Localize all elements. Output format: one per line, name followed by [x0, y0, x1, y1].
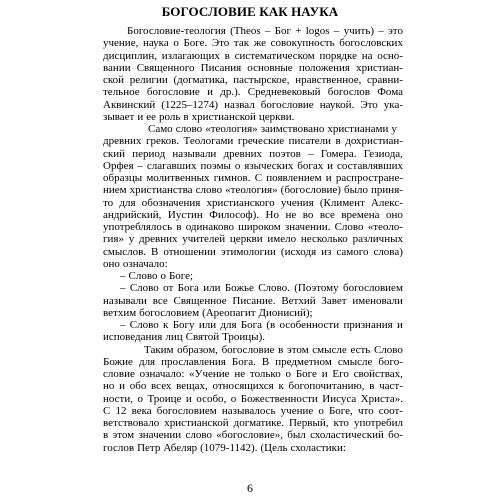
word: част-	[379, 380, 403, 393]
word: учить)	[343, 25, 375, 37]
word: (1079-1142).	[200, 441, 258, 454]
word: греческие	[237, 135, 285, 148]
text-line	[103, 99, 403, 111]
word: исповедания	[103, 331, 163, 344]
word: Слово	[334, 221, 364, 233]
word: христианами	[327, 123, 389, 135]
word: все	[152, 294, 168, 307]
text-line	[103, 123, 403, 135]
word: и	[137, 110, 144, 123]
word: учение	[280, 404, 314, 417]
word: (Ареопагит	[202, 306, 256, 319]
word: писатели	[288, 135, 332, 148]
word: слагавших	[146, 159, 197, 172]
word: из	[321, 245, 332, 258]
word: Само	[148, 123, 173, 135]
word: вании	[103, 61, 131, 74]
word: и	[325, 172, 332, 184]
word: одинаково	[185, 221, 235, 233]
word: кто	[333, 417, 349, 429]
word: Дионисий);	[258, 306, 313, 319]
word: о	[137, 392, 143, 405]
word: есть	[350, 343, 371, 356]
word: и	[396, 319, 403, 331]
word: обозначения	[141, 196, 201, 209]
word: Бог	[274, 25, 291, 37]
word: (1225–1274)	[161, 98, 219, 111]
word: зывает	[103, 110, 135, 123]
word: С	[103, 404, 111, 417]
word: Божие	[103, 355, 133, 368]
text-line	[103, 135, 403, 147]
word: бо-	[388, 429, 403, 442]
word: молитвенных	[146, 172, 210, 184]
word: слово	[195, 184, 223, 197]
word: для	[220, 319, 237, 331]
word: к	[278, 380, 284, 393]
word: др.).	[220, 86, 241, 99]
word: богословием	[156, 404, 217, 417]
word: так	[233, 37, 250, 50]
word: означало:	[139, 368, 185, 380]
word: (Цель	[260, 441, 288, 454]
word: и	[207, 86, 213, 99]
word: в	[224, 49, 230, 62]
word: смысле	[337, 355, 373, 368]
word: называлось	[221, 404, 276, 417]
word: соот-	[378, 404, 403, 417]
word: означало:	[122, 257, 168, 270]
word: именовали	[352, 294, 403, 307]
word: ности,	[103, 392, 133, 405]
word: гимнов.	[213, 172, 251, 184]
word: В	[261, 355, 270, 368]
word: в	[369, 380, 375, 393]
word: совокупность	[270, 37, 335, 50]
word: церкви.	[258, 110, 295, 123]
word: о	[318, 404, 324, 417]
word: времена	[341, 208, 380, 221]
text-line	[103, 74, 403, 86]
word: церкви	[229, 233, 263, 246]
word: Алекс-	[370, 196, 403, 209]
word: появлением	[266, 172, 322, 184]
word: догматике.	[233, 417, 284, 429]
word: значении.	[284, 221, 331, 233]
word: у	[128, 233, 135, 246]
word: Писания	[200, 61, 242, 74]
word: бого-	[378, 355, 403, 368]
text-line	[103, 331, 403, 343]
word: наукой.	[319, 98, 355, 111]
word: древних	[139, 233, 178, 246]
word: о	[160, 270, 166, 282]
word: употреблялось	[103, 221, 173, 233]
word: был	[287, 429, 306, 442]
text-line	[103, 221, 403, 233]
word: Аквинский	[103, 98, 156, 111]
word: в	[103, 429, 109, 442]
text-line	[103, 344, 403, 356]
word: –	[120, 270, 126, 282]
word: назвал	[224, 98, 255, 111]
word: ее	[146, 110, 157, 123]
word: смысле	[312, 343, 347, 356]
word: –	[264, 25, 271, 37]
word: Фома	[377, 86, 403, 99]
word: наука	[142, 37, 169, 50]
word: Троицы).	[222, 331, 265, 344]
word: христиан-	[356, 61, 403, 74]
word: не	[234, 368, 246, 380]
text-line	[103, 442, 403, 454]
word: заимствовано	[260, 123, 325, 135]
word: Но	[265, 208, 279, 221]
body-text	[103, 25, 403, 454]
word: греков.	[145, 135, 180, 148]
word: нравственное,	[295, 74, 362, 86]
word: нием	[103, 184, 127, 197]
word: В	[151, 245, 159, 258]
word: и	[119, 380, 125, 393]
word: logos	[305, 25, 330, 37]
word: (Климент	[319, 196, 365, 209]
word: схоластический	[310, 429, 384, 442]
word: гослов	[103, 441, 135, 454]
word: сравни-	[367, 74, 403, 86]
word: роль	[159, 110, 181, 123]
word: отношении	[163, 245, 216, 258]
word: Боге;	[168, 270, 194, 282]
word: свойствах,	[353, 368, 403, 380]
word: ука-	[383, 98, 403, 111]
word: 12	[115, 404, 127, 417]
word: пастырское,	[233, 74, 290, 86]
word: этом	[112, 429, 135, 442]
text-line	[103, 307, 403, 319]
word: оно	[386, 208, 403, 221]
word: (в	[266, 319, 276, 331]
word: или	[203, 282, 221, 295]
word: же	[253, 37, 267, 50]
word: оно	[103, 257, 120, 270]
word: Слово	[128, 270, 158, 282]
word: христианской	[191, 110, 256, 123]
word: учения	[280, 196, 314, 209]
word: образцы	[103, 172, 143, 184]
word: Бога.	[231, 355, 256, 368]
word: было	[344, 184, 368, 197]
word: для	[138, 355, 156, 368]
word: этимологии	[220, 245, 276, 258]
word: (исходя	[280, 245, 317, 258]
word: обо	[129, 380, 147, 393]
text-line	[103, 111, 403, 123]
word: слова)	[373, 245, 403, 258]
word: Писание.	[232, 294, 276, 307]
word: ветхим	[103, 306, 137, 319]
text-line	[103, 184, 403, 196]
word: в	[183, 110, 189, 123]
word: Священное	[173, 294, 227, 307]
word: о	[234, 159, 241, 172]
word: религии	[129, 74, 168, 86]
word: богословие	[221, 343, 275, 356]
word: в	[278, 343, 284, 356]
word: о	[173, 37, 179, 50]
word: –	[120, 319, 126, 331]
word: Орфея	[103, 159, 134, 172]
word: особо,	[196, 392, 227, 405]
word: Ветхий	[281, 294, 316, 307]
word: ский	[103, 147, 125, 160]
page-title: БОГОСЛОВИЕ КАК НАУКА	[161, 4, 339, 19]
word: ветствовало	[103, 417, 160, 429]
word: учение,	[103, 37, 139, 50]
word: о	[230, 392, 237, 405]
word: составлявших	[336, 159, 403, 172]
word: ской	[103, 74, 125, 86]
word: века	[131, 404, 152, 417]
word: –	[333, 25, 340, 37]
text-line	[103, 405, 403, 417]
word: Богу	[172, 319, 195, 331]
word: образом,	[177, 343, 218, 356]
word: во	[302, 208, 314, 221]
word: богословием	[139, 306, 200, 319]
word: к	[163, 319, 169, 331]
text-line	[103, 37, 403, 49]
word: (богословие)	[280, 184, 341, 197]
word: Бога	[177, 282, 199, 295]
word: –	[378, 25, 384, 37]
word: предметном	[275, 355, 332, 368]
text-line	[103, 160, 403, 172]
word: от	[163, 282, 174, 295]
word: –	[137, 159, 143, 172]
word: Слово.	[258, 282, 290, 295]
text-line	[103, 233, 403, 245]
word: период	[132, 147, 166, 160]
word: христианской	[164, 417, 229, 429]
word: Бога	[240, 319, 263, 331]
word: слово	[185, 429, 212, 442]
word: поэмы	[200, 159, 231, 172]
word: всех	[151, 380, 172, 393]
word: широком	[238, 221, 281, 233]
word: «Учение	[189, 368, 230, 380]
text-line	[103, 148, 403, 160]
word: о	[285, 368, 292, 380]
word: Слово	[129, 319, 159, 331]
word: гия»	[103, 233, 124, 246]
word: –	[120, 282, 126, 295]
word: Это	[360, 98, 378, 111]
word: несколько	[300, 233, 348, 246]
word: богопочитанию,	[288, 380, 365, 393]
word: называли	[172, 147, 217, 160]
word: Боге	[295, 368, 317, 380]
word: все	[319, 208, 335, 221]
text-line	[103, 86, 403, 98]
word: языческих	[244, 159, 294, 172]
word: Священного	[136, 61, 195, 74]
word: древних	[103, 135, 142, 148]
word: порядке	[319, 49, 357, 62]
word: +	[295, 25, 302, 37]
text-line	[103, 172, 403, 184]
text-line	[103, 393, 403, 405]
word: «теология»	[205, 123, 258, 135]
word: основные	[247, 61, 293, 74]
word: особенности	[279, 319, 340, 331]
text-line	[103, 50, 403, 62]
word: Боге,	[328, 404, 353, 417]
word: положения	[298, 61, 350, 74]
word: у	[391, 123, 397, 135]
word: имело	[267, 233, 297, 246]
text-line	[103, 356, 403, 368]
word: древних	[223, 147, 263, 160]
word: (Поэтому	[294, 282, 339, 295]
word: и	[321, 368, 328, 380]
word: христианства	[129, 184, 193, 197]
word: Божественности	[240, 392, 318, 405]
word: «теология»	[225, 184, 278, 197]
text-line	[103, 319, 403, 331]
word: различных	[352, 233, 403, 246]
word: приня-	[371, 184, 403, 197]
text-line	[103, 282, 403, 294]
word: учителей	[182, 233, 226, 246]
word: Петр	[137, 441, 161, 454]
word: Абеляр	[163, 441, 198, 454]
word: это	[388, 25, 403, 37]
word: относящихся	[212, 380, 274, 393]
word: Философ).	[209, 208, 260, 221]
word: Гезиода,	[363, 147, 403, 160]
word: в	[335, 135, 341, 148]
word: систематическом	[234, 49, 315, 62]
word: богословских	[339, 37, 403, 50]
word: на	[361, 49, 373, 62]
word: самого	[336, 245, 369, 258]
word: богослов	[327, 86, 370, 99]
word: значении	[138, 429, 182, 442]
word: Слово	[129, 282, 159, 295]
text-line	[103, 197, 403, 209]
word: «богословие»,	[216, 429, 283, 442]
text-line	[103, 380, 403, 392]
word: тельное	[103, 86, 140, 99]
word: схоластики:	[290, 441, 346, 454]
word: Иисуса	[322, 392, 357, 405]
word: лиц	[165, 331, 183, 344]
text-line	[103, 258, 403, 270]
word: Таким	[144, 343, 174, 356]
word: только	[249, 368, 281, 380]
word: смыслов.	[103, 245, 147, 258]
word: для	[119, 196, 136, 209]
word: слово	[175, 123, 203, 135]
word: не	[285, 208, 297, 221]
word: Троице	[147, 392, 182, 405]
word: Гомера.	[320, 147, 357, 160]
word: андрийский,	[103, 208, 162, 221]
word: что	[357, 404, 374, 417]
word: Слово	[373, 343, 403, 356]
page-number: 6	[247, 481, 253, 495]
word: (догматика,	[173, 74, 228, 86]
text-line	[103, 25, 403, 37]
word: Это	[211, 37, 230, 50]
word: и	[327, 159, 334, 172]
word: распростране-	[335, 172, 403, 184]
word: С	[254, 172, 263, 184]
word: и	[185, 392, 192, 405]
word: христианского	[206, 196, 275, 209]
word: называли	[103, 294, 147, 307]
text-line	[103, 62, 403, 74]
word: дисциплин,	[103, 49, 158, 62]
text-line	[103, 417, 403, 429]
word: Завет	[321, 294, 347, 307]
word: в	[176, 221, 182, 233]
word: вещах,	[176, 380, 208, 393]
word: –	[308, 147, 314, 160]
word: «теоло-	[367, 221, 403, 233]
word: поэтов	[269, 147, 301, 160]
text-line	[103, 246, 403, 258]
text-line	[103, 270, 403, 282]
word: Христа».	[360, 392, 403, 405]
word: Средневековый	[247, 86, 321, 99]
word: богах	[297, 159, 324, 172]
text-line	[103, 209, 403, 221]
text-line	[103, 429, 403, 441]
word: признания	[343, 319, 393, 331]
word: но	[103, 380, 115, 393]
text-line	[103, 368, 403, 380]
word: Божье	[224, 282, 254, 295]
word: этом	[287, 343, 309, 356]
word: (Theos	[230, 25, 261, 37]
word: Боге.	[183, 37, 208, 50]
word: или	[198, 319, 217, 331]
word: богословие	[146, 86, 200, 99]
word: то	[103, 196, 114, 209]
word: прославления	[161, 355, 226, 368]
word: словие	[103, 368, 135, 380]
word: Первый,	[288, 417, 329, 429]
word: осно-	[377, 49, 403, 62]
word: Иустин	[167, 208, 203, 221]
word: излагающих	[161, 49, 220, 62]
word: дохристиан-	[345, 135, 403, 148]
text-line	[103, 295, 403, 307]
word: Святой	[185, 331, 220, 344]
word: употребил	[353, 417, 403, 429]
word: богословие	[260, 98, 314, 111]
word: Теологами	[183, 135, 234, 148]
word: богословием	[343, 282, 403, 295]
word: Богословие-теология	[127, 25, 226, 37]
word: Его	[332, 368, 349, 380]
